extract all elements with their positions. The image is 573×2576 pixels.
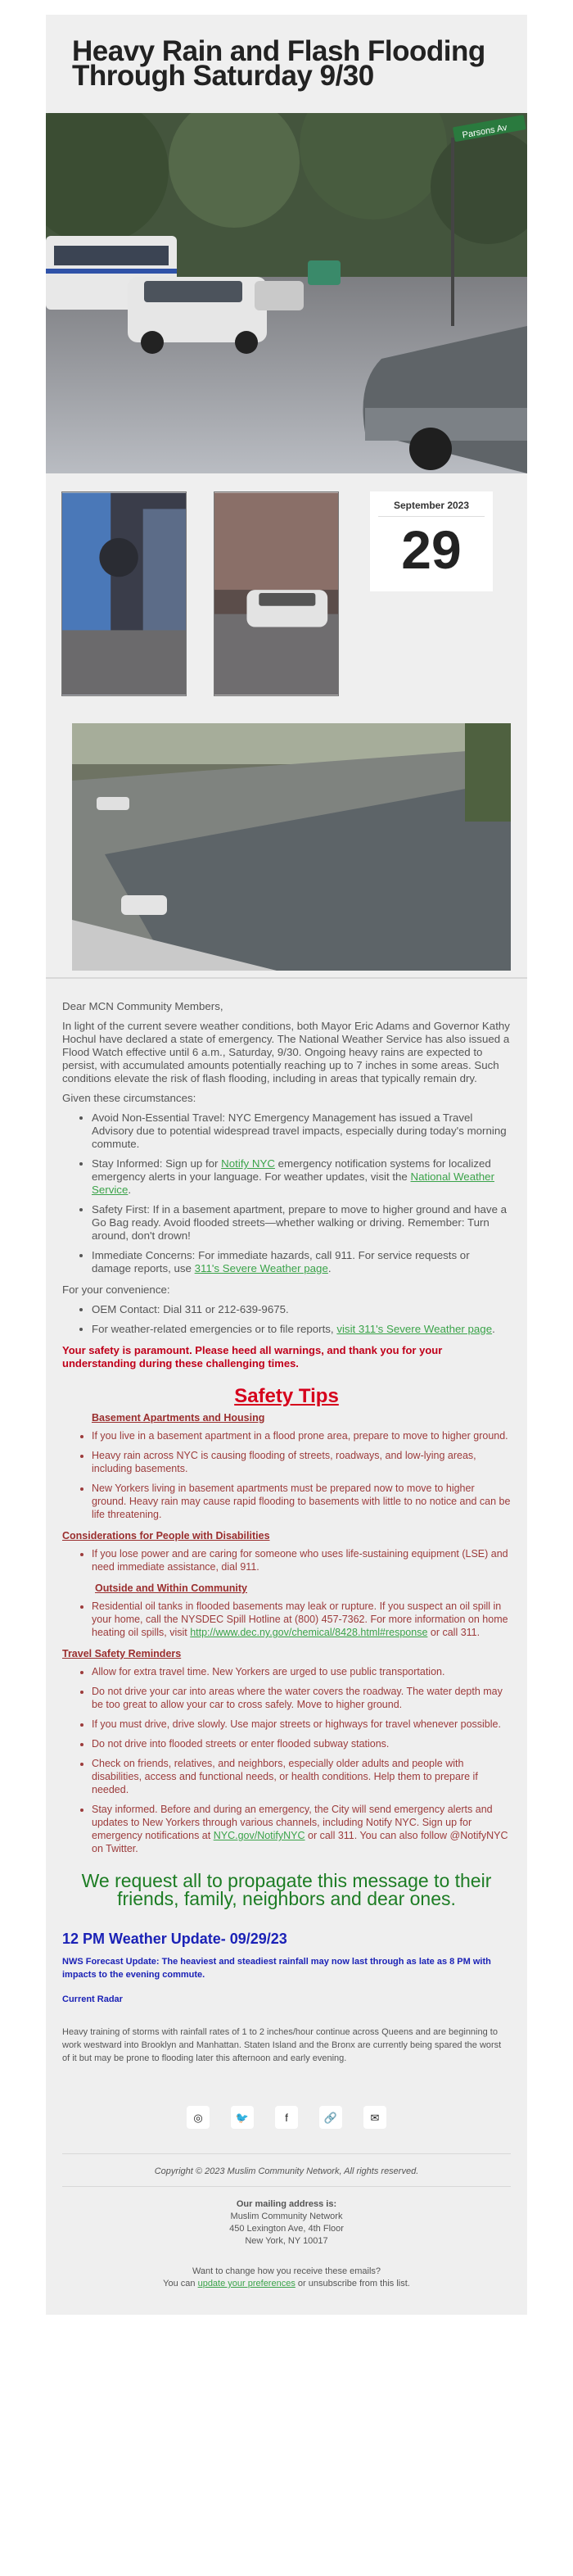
outside-section-title: Outside and Within Community bbox=[95, 1582, 247, 1594]
prefs-text: You can bbox=[163, 2279, 198, 2289]
message-body bbox=[46, 979, 527, 2073]
copyright: Copyright © 2023 Muslim Community Network, All rights reserved. bbox=[154, 2166, 419, 2176]
list-text: . bbox=[492, 1323, 495, 1335]
safety-note: Your safety is paramount. Please heed all warnings, and thank you for your understanding during these challenging times. bbox=[62, 1344, 443, 1369]
notify-nyc-link[interactable]: Notify NYC bbox=[221, 1157, 275, 1170]
date-day: 29 bbox=[401, 519, 462, 580]
list-item bbox=[92, 1600, 511, 1639]
update-preferences-link[interactable]: update your preferences bbox=[197, 2279, 296, 2289]
severe-weather-link[interactable]: 311's Severe Weather page bbox=[194, 1262, 328, 1274]
list-item: • Check on friends, relatives, and neighbors, especially older adults and people with disabilities, access and functional needs, or health conditions. Help them to prepare if needed. bbox=[92, 1757, 511, 1796]
twitter-icon[interactable]: 🐦 bbox=[231, 2106, 254, 2129]
severe-weather-link-2[interactable]: visit 311's Severe Weather page bbox=[336, 1323, 493, 1335]
social-links bbox=[62, 2106, 511, 2129]
list-item bbox=[92, 1249, 511, 1275]
prefs-text: or unsubscribe from this list. bbox=[295, 2279, 410, 2289]
list-text: or call 311. bbox=[427, 1627, 481, 1638]
header bbox=[46, 15, 527, 113]
city-address: New York, NY 10017 bbox=[245, 2236, 328, 2246]
list-text: or call 311. You can also follow @NotifyNYC on Twitter. bbox=[92, 1830, 508, 1854]
flooded-highway-photo bbox=[72, 723, 511, 971]
list-item: • New Yorkers living in basement apartments must be prepared now to move to higher ground. Heavy rain may cause rapid flooding to basements with little to no notice and can be life threatening. bbox=[92, 1482, 511, 1521]
list-text: Immediate Concerns: For immediate hazards, call 911. For service requests or damage reports, use bbox=[92, 1249, 470, 1274]
list-item: • If you live in a basement apartment in a flood prone area, prepare to move to higher ground. bbox=[92, 1429, 511, 1442]
footer-divider bbox=[62, 2153, 511, 2154]
nws-link[interactable]: National Weather Service bbox=[92, 1170, 495, 1196]
radar-description: Heavy training of storms with rainfall rates of 1 to 2 inches/hour continue across Queens and are beginning to work westward into Brooklyn and Manhattan. Staten Island and the Bronx are currently being spared the worst of it but may be prone to flooding later this afternoon and early evening. bbox=[62, 2027, 502, 2063]
car-flood-photo bbox=[214, 491, 339, 696]
circumstances-list bbox=[92, 1111, 511, 1275]
photo-row bbox=[46, 473, 527, 715]
date-badge bbox=[370, 491, 493, 591]
propagate-message: We request all to propagate this message to their friends, family, neighbors and dear ones. bbox=[81, 1870, 492, 1909]
preferences-line bbox=[62, 2278, 511, 2290]
weather-update-title: 12 PM Weather Update- 09/29/23 bbox=[62, 1931, 287, 1947]
change-prompt: Want to change how you receive these emails? bbox=[192, 2266, 381, 2276]
list-item: • Allow for extra travel time. New Yorkers are urged to use public transportation. bbox=[92, 1665, 511, 1678]
link-icon[interactable]: 🔗 bbox=[319, 2106, 342, 2129]
top-spacer bbox=[46, 0, 527, 15]
page-title: Heavy Rain and Flash Flooding Through Saturday 9/30 bbox=[72, 35, 485, 92]
basement-section-title: Basement Apartments and Housing bbox=[92, 1412, 265, 1424]
list-item: • Safety First: If in a basement apartment, prepare to move to higher ground and have a Go Bag ready. Avoid flooded streets—whether walking or driving. Remember: Turn around, don't drown! bbox=[92, 1203, 511, 1243]
dec-link[interactable]: http://www.dec.ny.gov/chemical/8428.html#response bbox=[190, 1627, 428, 1638]
email-container bbox=[46, 15, 527, 2315]
street-address: 450 Lexington Ave, 4th Floor bbox=[229, 2224, 344, 2234]
current-radar-label: Current Radar bbox=[62, 1994, 123, 2004]
list-item: • Do not drive into flooded streets or enter flooded subway stations. bbox=[92, 1737, 511, 1750]
highway-photo-row bbox=[46, 715, 527, 977]
list-item: • Avoid Non-Essential Travel: NYC Emergency Management has issued a Travel Advisory due to potential widespread travel impacts, especially during today's morning commute. bbox=[92, 1111, 511, 1151]
date-month: September 2023 bbox=[393, 500, 470, 511]
mailing-title: Our mailing address is: bbox=[236, 2199, 337, 2209]
list-item: • If you lose power and are caring for someone who uses life-sustaining equipment (LSE) and need immediate assistance, dial 911. bbox=[92, 1547, 511, 1573]
instagram-icon[interactable]: ◎ bbox=[187, 2106, 210, 2129]
convenience-label: For your convenience: bbox=[62, 1283, 170, 1296]
hero-image bbox=[46, 113, 527, 473]
safety-tips-title: Safety Tips bbox=[234, 1385, 339, 1407]
travel-list bbox=[92, 1665, 511, 1855]
convenience-list bbox=[92, 1303, 511, 1336]
disabilities-list bbox=[92, 1547, 511, 1573]
email-icon[interactable]: ✉ bbox=[363, 2106, 386, 2129]
disabilities-section-title: Considerations for People with Disabilities bbox=[62, 1530, 270, 1542]
footer-divider bbox=[62, 2186, 511, 2187]
given-label: Given these circumstances: bbox=[62, 1092, 196, 1104]
list-item bbox=[92, 1157, 511, 1197]
notifynyc-link[interactable]: NYC.gov/NotifyNYC bbox=[213, 1830, 305, 1841]
list-text: emergency notification systems for localized emergency alerts in your language. For weather updates, visit the bbox=[92, 1157, 491, 1183]
list-text: For weather-related emergencies or to file reports, bbox=[92, 1323, 337, 1335]
travel-section-title: Travel Safety Reminders bbox=[62, 1648, 182, 1659]
list-item: • If you must drive, drive slowly. Use major streets or highways for travel whenever possible. bbox=[92, 1718, 511, 1731]
nws-forecast-text: NWS Forecast Update: The heaviest and steadiest rainfall may now last through as late as 8 PM with impacts to the evening commute. bbox=[62, 1957, 491, 1980]
subway-flood-photo bbox=[61, 491, 187, 696]
list-text: Stay Informed: Sign up for bbox=[92, 1157, 222, 1170]
date-divider bbox=[378, 516, 485, 517]
list-item bbox=[92, 1323, 511, 1336]
facebook-icon[interactable]: f bbox=[275, 2106, 298, 2129]
list-item: • OEM Contact: Dial 311 or 212-639-9675. bbox=[92, 1303, 511, 1316]
footer bbox=[46, 2073, 527, 2315]
list-item bbox=[92, 1803, 511, 1855]
list-text: . bbox=[128, 1184, 132, 1196]
street-sign-text: Parsons Av bbox=[461, 122, 508, 141]
list-text: Residential oil tanks in flooded basements may leak or rupture. If you suspect an oil spill in your home, call the NYSDEC Spill Hotline at (800) 457-7362. For more information on home heating oil spills, visit bbox=[92, 1600, 508, 1638]
basement-list bbox=[92, 1429, 511, 1521]
outside-list bbox=[92, 1600, 511, 1639]
org-name: Muslim Community Network bbox=[230, 2212, 343, 2221]
intro-paragraph: In light of the current severe weather conditions, both Mayor Eric Adams and Governor Kathy Hochul have declared a state of emergency. The National Weather Service has also issued a Flood Watch effective until 6 a.m., Saturday, 9/30. Ongoing heavy rains are expected to persist, with accumulated amounts potentially reaching up to 7 inches in some areas. Such conditions elevate the risk of flash flooding, including in areas that typically remain dry. bbox=[62, 1020, 510, 1084]
greeting: Dear MCN Community Members, bbox=[62, 1000, 223, 1012]
flooded-street-photo bbox=[46, 113, 527, 473]
list-item: • Heavy rain across NYC is causing flooding of streets, roadways, and low-lying areas, including basements. bbox=[92, 1449, 511, 1475]
list-text: . bbox=[327, 1262, 332, 1274]
list-item: • Do not drive your car into areas where the water covers the roadway. The water depth may be too great to allow your car to cross safely. Move to higher ground. bbox=[92, 1685, 511, 1711]
list-text: Stay informed. Before and during an emergency, the City will send emergency alerts and updates to New Yorkers through various channels, including Notify NYC. Sign up for emergency notifications at bbox=[92, 1804, 493, 1841]
